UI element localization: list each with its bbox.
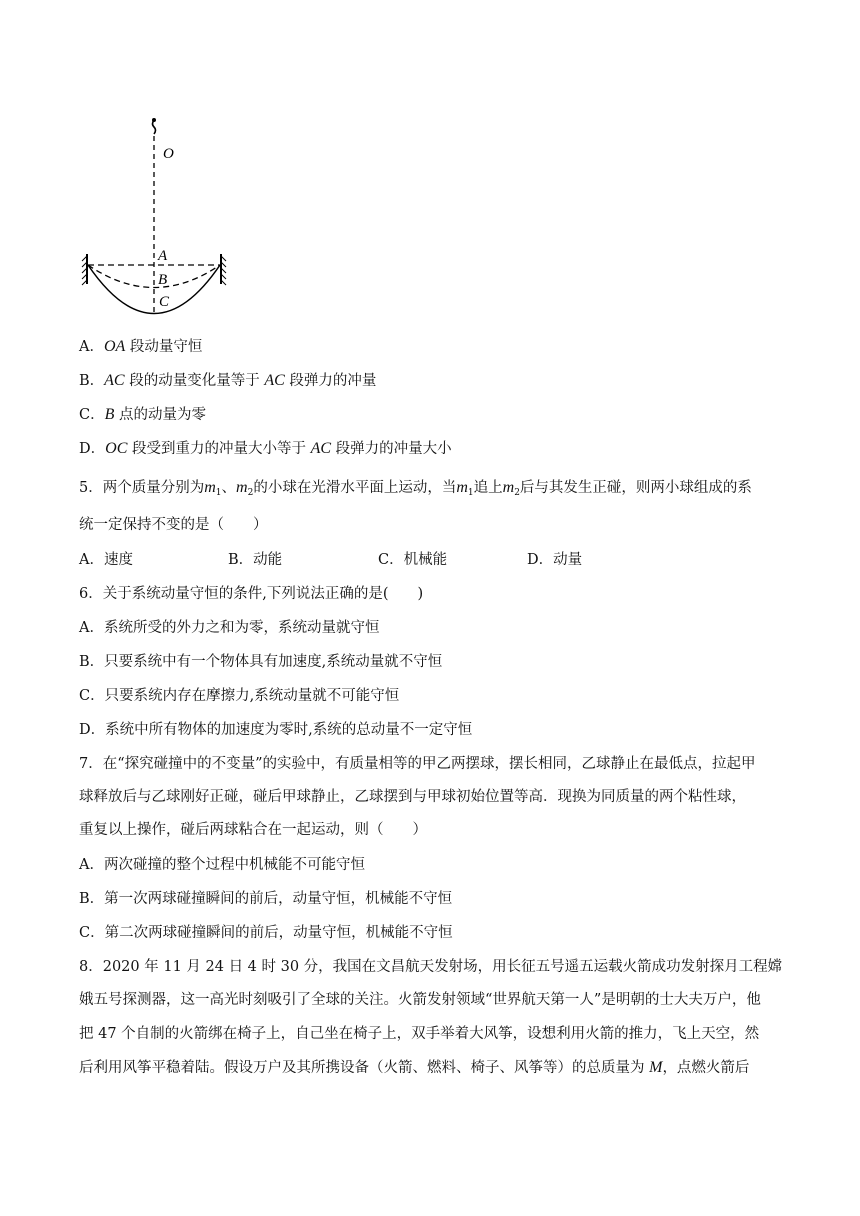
- q5-option-c: C．机械能: [378, 552, 448, 568]
- q6-option-d: D．系统中所有物体的加速度为零时,系统的总动量不一定守恒: [79, 722, 473, 738]
- q5-stem-line1: 5．两个质量分别为$m_1$、$m_2$的小球在光滑水平面上运动，当$m_1$追上$m_2$后与其发生正碰，则两小球组成的系: [79, 479, 752, 498]
- label-a: A: [158, 248, 168, 264]
- q4-option-a: A．OA 段动量守恒: [79, 338, 203, 355]
- q8-stem-line4: 后利用风筝平稳着陆。假设万户及其所携设备（火箭、燃料、椅子、风筝等）的总质量为 M，点燃火箭后: [79, 1059, 750, 1076]
- pendulum-figure: [78, 114, 238, 324]
- label-c: C: [159, 294, 170, 310]
- label-o: O: [163, 146, 174, 162]
- q7-option-b: B．第一次两球碰撞瞬间的前后，动量守恒，机械能不守恒: [79, 891, 453, 907]
- label-b: B: [158, 272, 168, 288]
- q5-option-a: A．速度: [79, 552, 133, 568]
- q4-option-b: B．AC 段的动量变化量等于 AC 段弹力的冲量: [79, 372, 377, 389]
- q7-stem-line2: 球释放后与乙球刚好正碰，碰后甲球静止，乙球摆到与甲球初始位置等高．现换为同质量的两个粘性球，: [79, 789, 746, 805]
- q7-stem-line1: 7．在“探究碰撞中的不变量”的实验中，有质量相等的甲乙两摆球，摆长相同，乙球静止在最低点，拉起甲: [79, 756, 756, 772]
- q7-option-a: A．两次碰撞的整个过程中机械能不可能守恒: [79, 857, 365, 873]
- pendulum-diagram: [78, 114, 238, 324]
- q7-stem-line3: 重复以上操作，碰后两球粘合在一起运动，则（ ）: [79, 822, 427, 838]
- q5-option-d: D．动量: [527, 552, 583, 568]
- q8-stem-line1: 8．2020 年 11 月 24 日 4 时 30 分，我国在文昌航天发射场，用长征五号遥五运载火箭成功发射探月工程嫦: [79, 959, 783, 975]
- q6-option-b: B．只要系统中有一个物体具有加速度,系统动量就不守恒: [79, 654, 443, 670]
- q4-option-c: C．B 点的动量为零: [79, 406, 206, 423]
- q6-option-a: A．系统所受的外力之和为零，系统动量就守恒: [79, 620, 380, 636]
- q6-option-c: C．只要系统内存在摩擦力,系统动量就不可能守恒: [79, 688, 400, 704]
- q8-stem-line2: 娥五号探测器，这一高光时刻吸引了全球的关注。火箭发射领域“世界航天第一人”是明朝的士大夫万户，他: [79, 992, 761, 1008]
- q5-stem-line2: 统一定保持不变的是（ ）: [79, 517, 268, 533]
- hook-icon: [153, 120, 156, 134]
- q6-stem: 6．关于系统动量守恒的条件,下列说法正确的是( ): [79, 586, 424, 602]
- q4-option-d: D．OC 段受到重力的冲量大小等于 AC 段弹力的冲量大小: [79, 440, 452, 457]
- q7-option-c: C．第二次两球碰撞瞬间的前后，动量守恒，机械能不守恒: [79, 925, 453, 941]
- q8-stem-line3: 把 47 个自制的火箭绑在椅子上，自己坐在椅子上，双手举着大风筝，设想利用火箭的推力，飞上天空，然: [79, 1026, 760, 1042]
- q5-option-b: B．动能: [228, 552, 283, 568]
